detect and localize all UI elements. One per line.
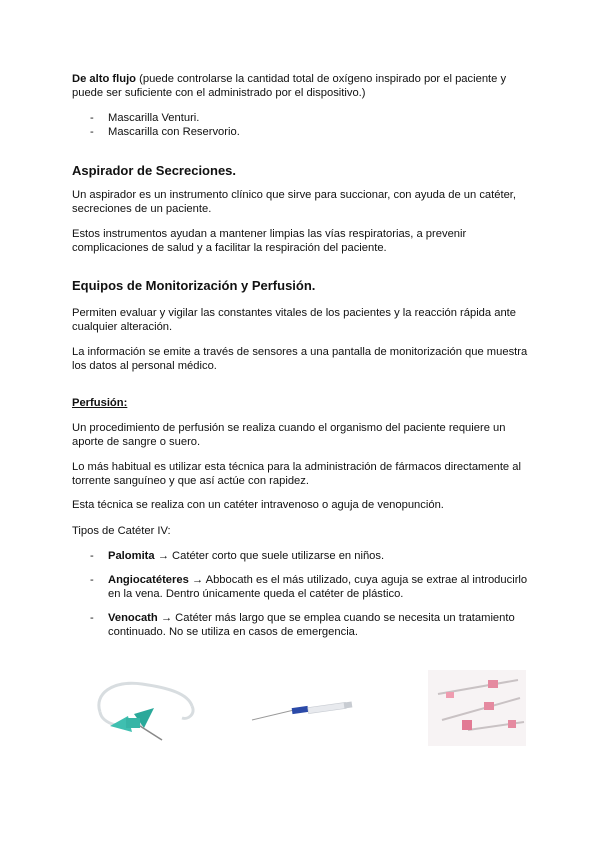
high-flow-description: (puede controlarse la cantidad total de oxígeno inspirado por el paciente y puede ser suficiente con el administrado por el dispositivo.) (72, 73, 507, 99)
section-title-monitor: Equipos de Monitorización y Perfusión. (72, 278, 316, 293)
aspirador-paragraph-2: Estos instrumentos ayudan a mantener limpias las vías respiratorias, a prevenir complicaciones de salud y a facilitar la respiración del paciente. (72, 228, 467, 254)
tipos-label: Tipos de Catéter IV: (72, 525, 171, 537)
high-flow-paragraph (72, 72, 532, 100)
catheter-types-list (72, 549, 532, 649)
catheter-images-row (0, 668, 600, 748)
monitor-paragraph-1: Permiten evaluar y vigilar las constantes vitales de los pacientes y la reacción rápida ante cualquier alteración. (72, 307, 517, 333)
high-flow-list (72, 111, 532, 139)
section-title-aspirador: Aspirador de Secreciones. (72, 163, 237, 178)
venocath-image (428, 670, 526, 746)
aspirador-paragraph-1: Un aspirador es un instrumento clínico que sirve para succionar, con ayuda de un catéter, secreciones de un paciente. (72, 189, 517, 215)
perfusion-paragraph-2: Lo más habitual es utilizar esta técnica para la administración de fármacos directamente al torrente sanguíneo y que así actúe con rapidez. (72, 461, 521, 487)
perfusion-paragraph-3: Esta técnica se realiza con un catéter intravenoso o aguja de venopunción. (72, 499, 444, 511)
monitor-paragraph-2: La información se emite a través de sensores a una pantalla de monitorización que muestra los datos al personal médico. (72, 346, 528, 372)
high-flow-term: De alto flujo (72, 73, 137, 85)
list-item: - Mascarilla con Reservorio. (90, 126, 240, 138)
list-item: - Angiocatéteres → Abbocath es el más utilizado, cuya aguja se extrae al introducirlo en la vena. Dentro únicamente queda el catéter de plástico. (90, 574, 528, 600)
perfusion-paragraph-1: Un procedimiento de perfusión se realiza cuando el organismo del paciente requiere un aporte de sangre o suero. (72, 422, 506, 448)
angiocatheter-image (250, 698, 360, 726)
list-item: - Mascarilla Venturi. (90, 112, 200, 124)
list-item: - Venocath → Catéter más largo que se emplea cuando se necesita un tratamiento continuado. No se utiliza en casos de emergencia. (90, 612, 515, 638)
butterfly-needle-image (92, 674, 202, 748)
list-item: - Palomita → Catéter corto que suele utilizarse en niños. (90, 550, 385, 562)
perfusion-title: Perfusión: (72, 397, 128, 409)
